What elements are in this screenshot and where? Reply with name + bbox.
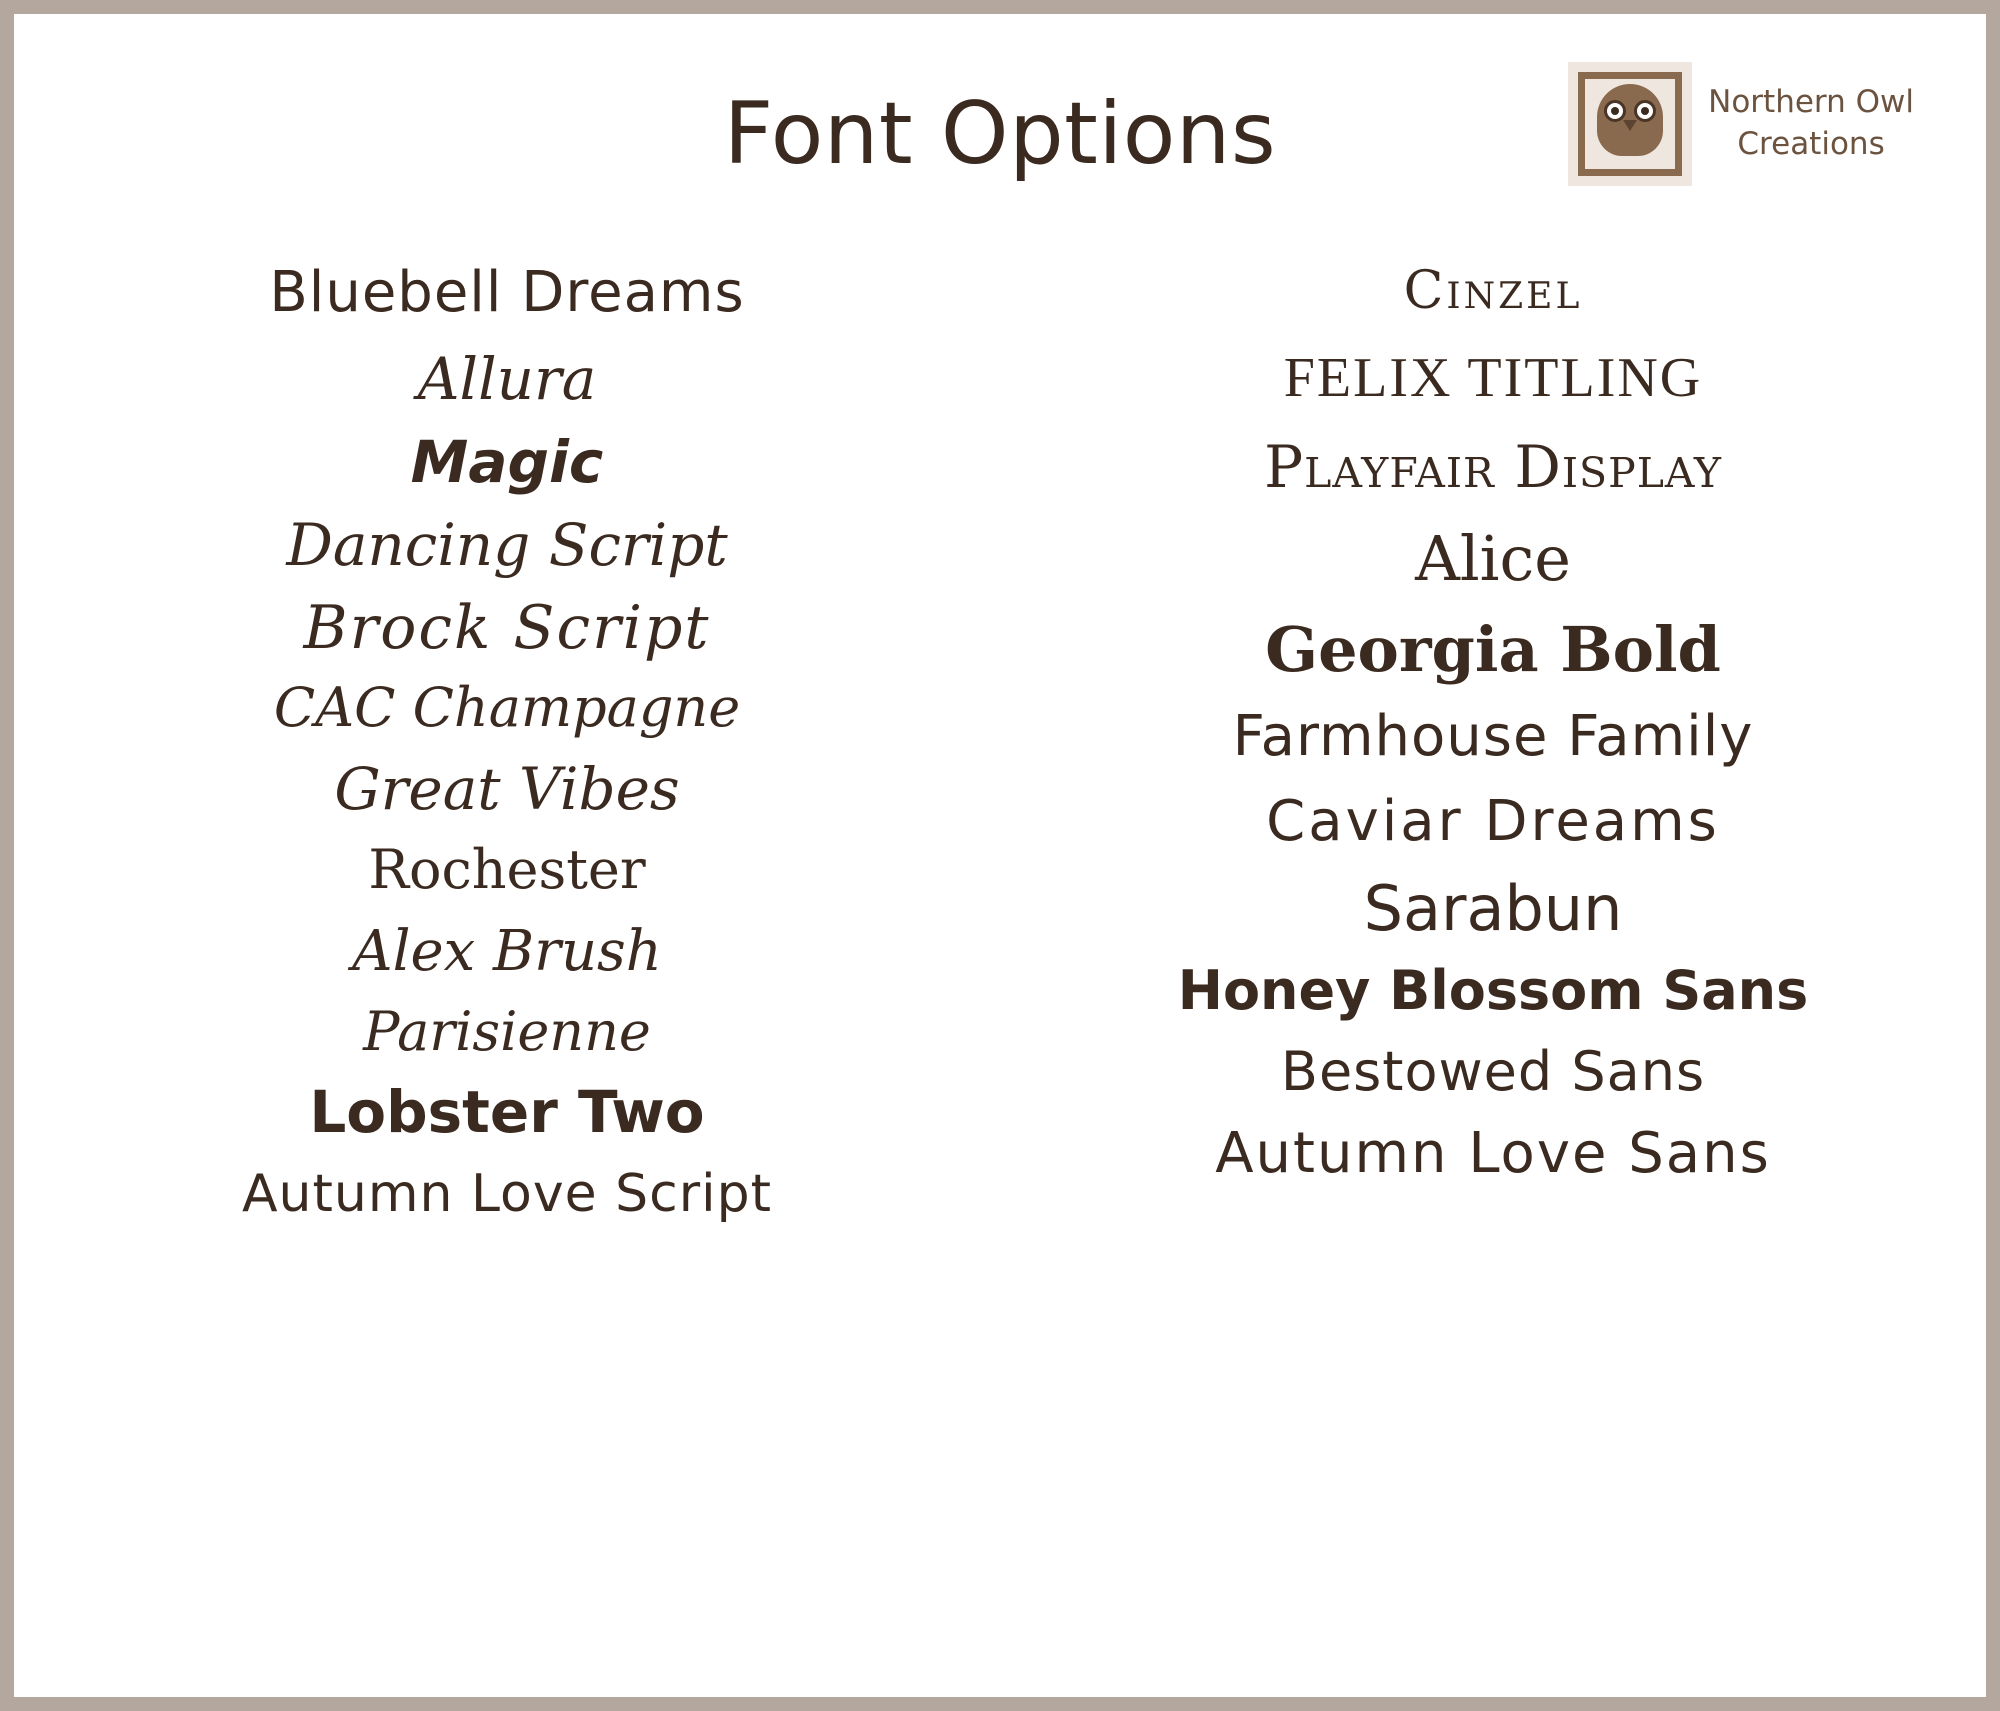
font-sample-cinzel[interactable]: Cinzel (1403, 261, 1583, 321)
font-sample-sarabun[interactable]: Sarabun (1363, 872, 1623, 946)
font-sample-rochester[interactable]: Rochester (368, 838, 646, 902)
font-sample-alex-brush[interactable]: Alex Brush (352, 918, 662, 984)
owl-body-icon (1597, 84, 1663, 156)
brand-name-line2: Creations (1737, 126, 1885, 162)
font-sample-parisienne[interactable]: Parisienne (363, 999, 651, 1063)
font-column-left (14, 260, 1000, 1232)
font-sample-felix-titling[interactable]: FELIX TITLING (1283, 346, 1703, 409)
font-sample-allura[interactable]: Allura (417, 344, 597, 413)
font-sample-autumn-love-sans[interactable]: Autumn Love Sans (1215, 1120, 1771, 1186)
font-sample-autumn-love-script[interactable]: Autumn Love Script (241, 1164, 772, 1225)
font-sample-great-vibes[interactable]: Great Vibes (334, 755, 680, 824)
font-options-sheet (14, 14, 1986, 1697)
owl-beak-icon (1623, 120, 1637, 131)
font-sample-bluebell-dreams[interactable]: Bluebell Dreams (269, 260, 745, 325)
font-sample-farmhouse-family[interactable]: Farmhouse Family (1232, 704, 1754, 770)
font-sample-dancing-script[interactable]: Dancing Script (286, 510, 728, 579)
font-sample-bestowed-sans[interactable]: Bestowed Sans (1280, 1039, 1706, 1103)
page-title: Font Options (723, 84, 1277, 184)
owl-eye-right-icon (1634, 100, 1656, 122)
font-sample-georgia-bold[interactable]: Georgia Bold (1265, 613, 1721, 687)
brand-name (1708, 82, 1914, 166)
font-sample-lobster-two[interactable]: Lobster Two (309, 1078, 705, 1147)
owl-eye-left-icon (1604, 100, 1626, 122)
font-sample-alice[interactable]: Alice (1415, 522, 1571, 596)
brand-name-line1: Northern Owl (1708, 84, 1914, 121)
font-sample-brock-script[interactable]: Brock Script (303, 593, 711, 664)
font-list (14, 260, 1986, 1232)
font-sample-magic[interactable]: Magic (410, 427, 604, 496)
font-sample-cac-champagne[interactable]: CAC Champagne (273, 676, 741, 740)
font-sample-playfair-display[interactable]: Playfair Display (1264, 433, 1722, 502)
font-sample-honey-blossom-sans[interactable]: Honey Blossom Sans (1177, 959, 1809, 1023)
brand-logo (1568, 62, 1914, 186)
font-sample-caviar-dreams[interactable]: Caviar Dreams (1266, 789, 1720, 855)
font-column-right (1000, 261, 1986, 1232)
owl-icon (1568, 62, 1692, 186)
